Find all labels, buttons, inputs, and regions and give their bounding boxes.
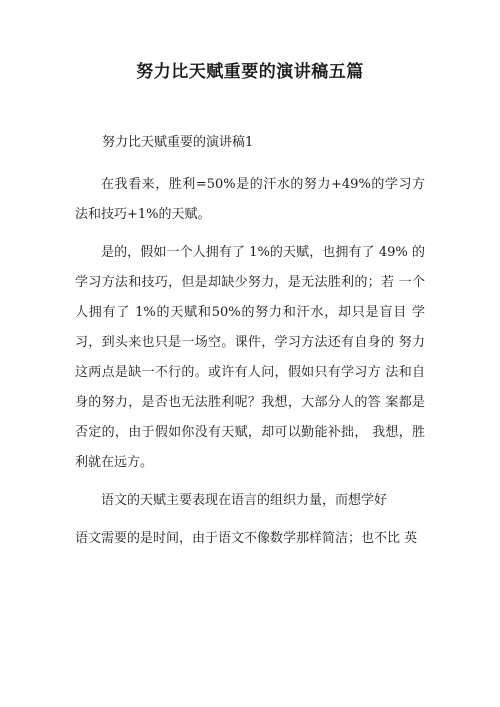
paragraph: 语文需要的是时间，由于语文不像数学那样简洁；也不比 英 [75, 531, 418, 546]
paragraph: 在我看来，胜利=50%是的汗水的努力+49%的学习方 法和技巧+1%的天赋。 [75, 177, 425, 222]
section-heading: 努力比天赋重要的演讲稿1 [102, 135, 254, 150]
document-body [75, 170, 425, 562]
paragraph: 语文的天赋主要表现在语言的组织力量，而想学好 [101, 493, 388, 508]
paragraph: 是的，假如一个人拥有了 1%的天赋，也拥有了 49% 的学习方法和技巧，但是却缺少努力，是无法胜利的；若 一个人拥有了 1%的天赋和50%的努力和汗水，却只是盲目 学习，到头来也只是一场空。课件，学习方法还有自身的 努力这两点是缺一不行的。或许有人问，假如只有学习方 法和自身的努力，是否也无法胜利呢？我想，大部分人的答 案都是否定的，由于假如你没有天赋，却可以勤能补拙， 我想，胜利就在远方。 [75, 245, 425, 470]
document-title: 努力比天赋重要的演讲稿五篇 [136, 62, 364, 82]
